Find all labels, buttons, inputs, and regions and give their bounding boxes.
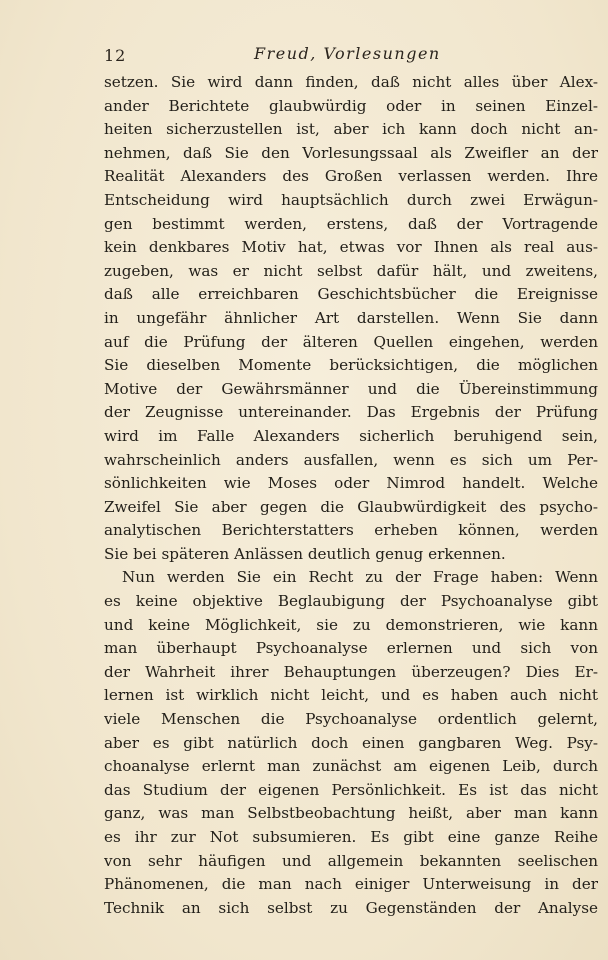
text-line: sönlichkeiten wie Moses oder Nimrod handelt. Welche xyxy=(104,474,598,493)
text-line: analytischen Berichterstatters erheben können, werden xyxy=(104,521,598,540)
text-line: man überhaupt Psychoanalyse erlernen und sich von xyxy=(104,639,598,658)
text-line: der Wahrheit ihrer Behauptungen überzeugen? Dies Er- xyxy=(104,662,598,681)
text-line: nehmen, daß Sie den Vorlesungssaal als Zweifler an der xyxy=(104,143,598,162)
text-line: setzen. Sie wird dann finden, daß nicht alles über Alex- xyxy=(104,73,598,91)
page-number: 12 xyxy=(104,46,127,65)
text-line: wahrscheinlich anders ausfallen, wenn es sich um Per- xyxy=(104,450,598,469)
text-line: und keine Möglichkeit, sie zu demonstrieren, wie kann xyxy=(104,615,598,634)
text-line: von sehr häufigen und allgemein bekannten seelischen xyxy=(104,851,598,870)
text-line: das Studium der eigenen Persönlichkeit. Es ist das nicht xyxy=(104,780,598,799)
paragraph-last-line: Sie bei späteren Anlässen deutlich genug erkennen. xyxy=(104,544,506,563)
text-line: es keine objektive Beglaubigung der Psychoanalyse gibt xyxy=(104,592,598,611)
text-line: kein denkbares Motiv hat, etwas vor Ihnen als real aus- xyxy=(104,238,598,257)
text-line: viele Menschen die Psychoanalyse ordentlich gelernt, xyxy=(104,710,598,729)
text-line: lernen ist wirklich nicht leicht, und es haben auch nicht xyxy=(104,686,598,705)
text-line: daß alle erreichbaren Geschichtsbücher die Ereignisse xyxy=(104,285,598,304)
text-line: aber es gibt natürlich doch einen gangbaren Weg. Psy- xyxy=(104,733,598,752)
text-line: Phänomenen, die man nach einiger Unterweisung in der xyxy=(104,875,598,894)
text-line: auf die Prüfung der älteren Quellen eingehen, werden xyxy=(104,332,598,351)
text-line: zugeben, was er nicht selbst dafür hält, und zweitens, xyxy=(104,261,598,280)
text-line: ganz, was man Selbstbeobachtung heißt, aber man kann xyxy=(104,804,598,823)
text-line: choanalyse erlernt man zunächst am eigenen Leib, durch xyxy=(104,757,598,776)
text-line: Entscheidung wird hauptsächlich durch zwei Erwägun- xyxy=(104,190,598,209)
text-line: Sie dieselben Momente berücksichtigen, die möglichen xyxy=(104,356,598,375)
text-line: wird im Falle Alexanders sicherlich beruhigend sein, xyxy=(104,426,598,445)
text-line: es ihr zur Not subsumieren. Es gibt eine ganze Reihe xyxy=(104,828,598,846)
text-line: gen bestimmt werden, erstens, daß der Vortragende xyxy=(104,214,598,233)
text-line: Zweifel Sie aber gegen die Glaubwürdigkeit des psycho- xyxy=(104,497,598,516)
text-line: der Zeugnisse untereinander. Das Ergebnis der Prüfung xyxy=(104,403,598,422)
text-line: heiten sicherzustellen ist, aber ich kann doch nicht an- xyxy=(104,120,598,139)
body-text xyxy=(104,71,598,920)
text-line: Realität Alexanders des Großen verlassen werden. Ihre xyxy=(104,167,598,186)
text-line: in ungefähr ähnlicher Art darstellen. Wenn Sie dann xyxy=(104,308,598,327)
text-line: ander Berichtete glaubwürdig oder in seinen Einzel- xyxy=(104,96,598,115)
page-header xyxy=(104,44,602,70)
paragraph-first-line: Nun werden Sie ein Recht zu der Frage haben: Wenn xyxy=(122,568,598,587)
running-title: Freud, Vorlesungen xyxy=(254,44,441,63)
text-line: Motive der Gewährsmänner und die Übereinstimmung xyxy=(104,379,598,398)
text-line: Technik an sich selbst zu Gegenständen der Analyse xyxy=(104,898,598,917)
